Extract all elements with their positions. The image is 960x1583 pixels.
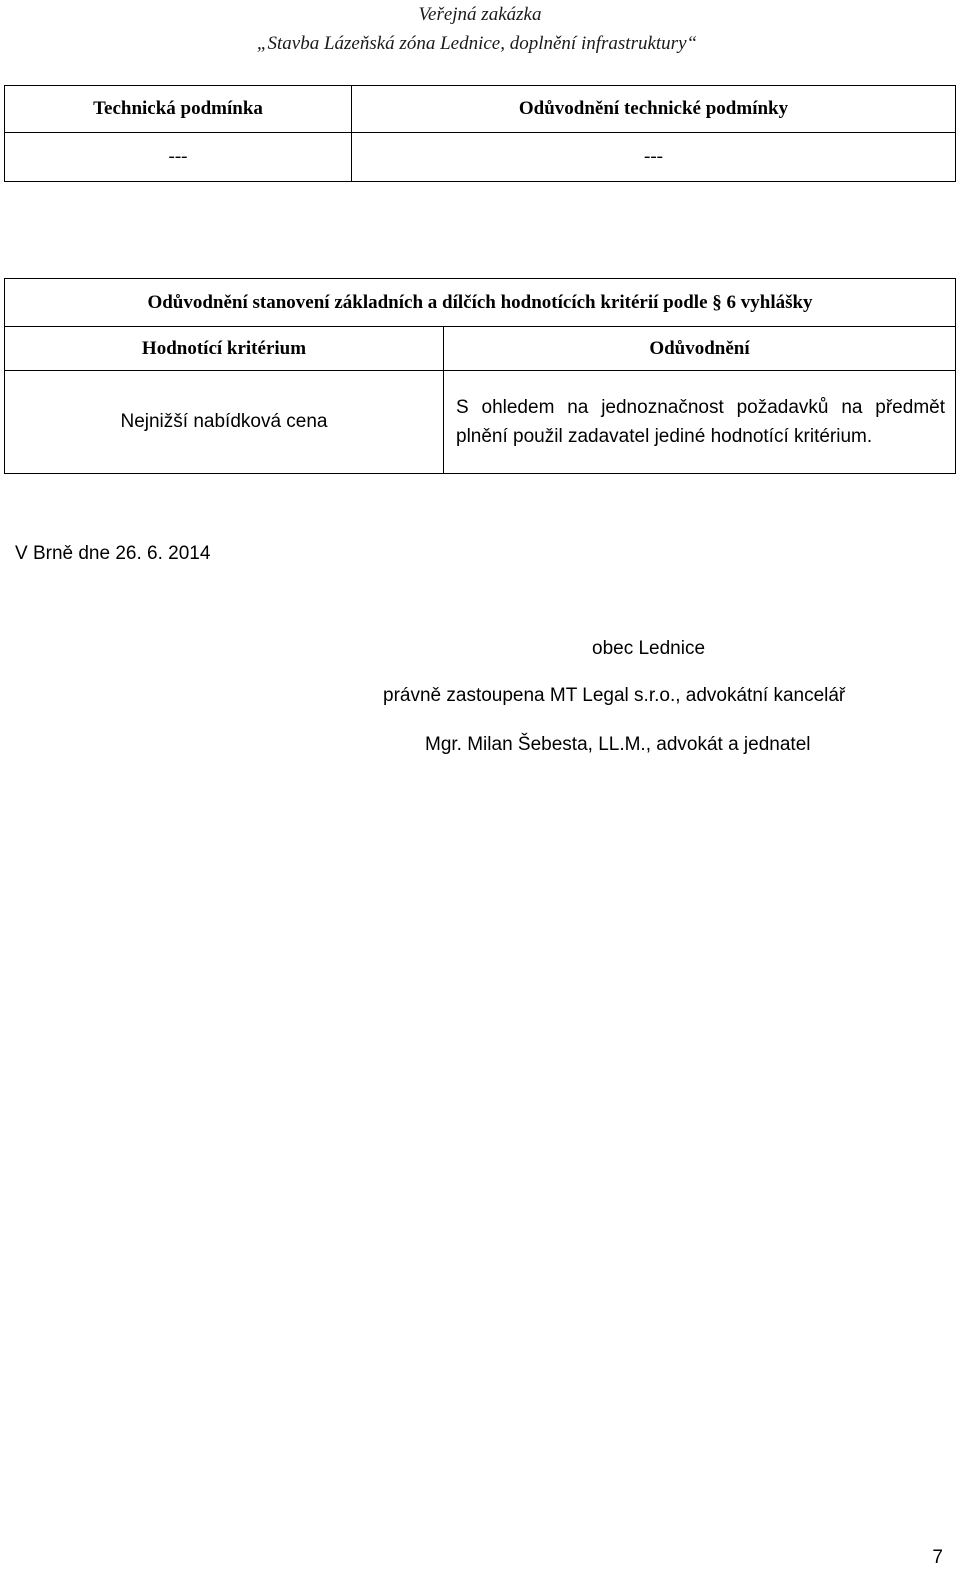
table-header-row bbox=[5, 327, 956, 371]
cell-technical-justification: --- bbox=[352, 133, 956, 182]
table-title-row bbox=[5, 279, 956, 327]
table-header-row bbox=[5, 86, 956, 133]
signature-organization: obec Lednice bbox=[592, 638, 706, 659]
signature-representation: právně zastoupena MT Legal s.r.o., advokátní kancelář bbox=[383, 685, 846, 706]
header-justification: Odůvodnění bbox=[444, 327, 956, 371]
header-line-2: „Stavba Lázeňská zóna Lednice, doplnění infrastruktury“ bbox=[256, 33, 698, 54]
document-header bbox=[0, 0, 960, 58]
table-row bbox=[5, 371, 956, 474]
header-criterion: Hodnotící kritérium bbox=[5, 327, 444, 371]
header-line-1: Veřejná zakázka bbox=[418, 4, 542, 25]
document-date: V Brně dne 26. 6. 2014 bbox=[15, 543, 211, 564]
table-row bbox=[5, 133, 956, 182]
evaluation-criteria-table bbox=[4, 278, 956, 474]
cell-criterion: Nejnižší nabídková cena bbox=[5, 371, 444, 474]
cell-technical-condition: --- bbox=[5, 133, 352, 182]
header-technical-condition: Technická podmínka bbox=[5, 86, 352, 133]
criteria-table-title: Odůvodnění stanovení základních a dílčích hodnotících kritérií podle § 6 vyhlášky bbox=[5, 279, 956, 327]
page-number: 7 bbox=[932, 1547, 943, 1568]
header-technical-justification: Odůvodnění technické podmínky bbox=[352, 86, 956, 133]
technical-conditions-table bbox=[4, 85, 956, 182]
signature-person: Mgr. Milan Šebesta, LL.M., advokát a jednatel bbox=[425, 734, 811, 755]
cell-justification: S ohledem na jednoznačnost požadavků na předmět plnění použil zadavatel jediné hodnotící kritérium. bbox=[444, 371, 956, 474]
